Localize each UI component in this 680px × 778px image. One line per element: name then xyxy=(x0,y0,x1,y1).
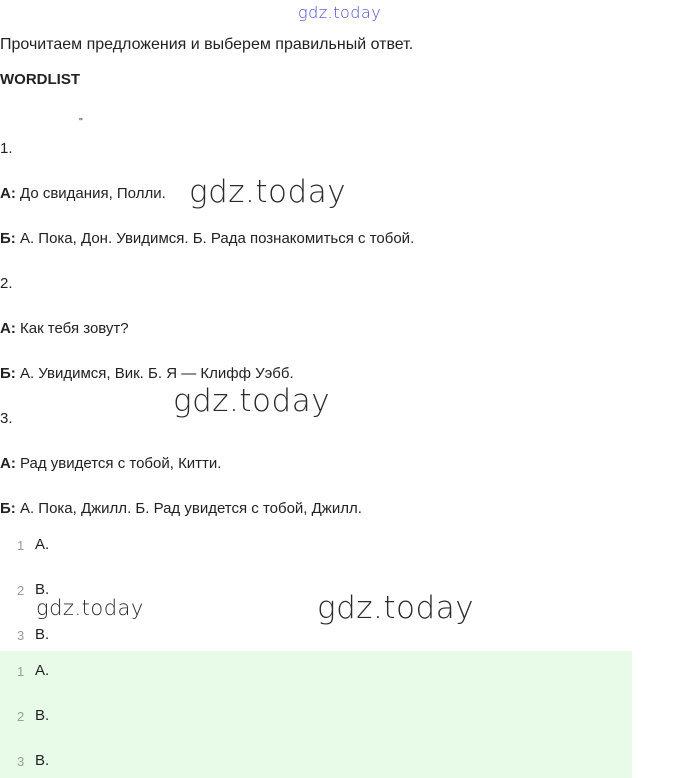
answer-index: 3 xyxy=(17,754,25,769)
watermark-top: gdz.today xyxy=(298,3,382,22)
question-number: 2. xyxy=(0,275,13,292)
answer-index: 3 xyxy=(17,628,25,643)
speaker-b-text: А. Пока, Джилл. Б. Рад увидется с тобой, Джилл. xyxy=(19,500,362,517)
speaker-b-line xyxy=(0,230,414,247)
speaker-b-label: Б: xyxy=(0,500,16,517)
answer-index: 1 xyxy=(17,538,25,553)
answer-value: B. xyxy=(35,707,50,724)
wordlist-heading: WORDLIST xyxy=(0,71,80,88)
question-number: 3. xyxy=(0,410,13,427)
speaker-b-text: А. Пока, Дон. Увидимся. Б. Рада познакомиться с тобой. xyxy=(19,230,415,247)
speaker-b-line xyxy=(0,500,362,517)
watermark: gdz.today xyxy=(173,383,331,419)
stray-mark: '' xyxy=(79,117,83,128)
answer-value: B. xyxy=(35,581,50,598)
speaker-a-text: Как тебя зовут? xyxy=(20,320,129,337)
speaker-a-text: До свидания, Полли. xyxy=(20,185,166,202)
speaker-b-label: Б: xyxy=(0,365,16,382)
watermark: gdz.today xyxy=(36,596,144,620)
speaker-a-label: А: xyxy=(0,320,16,337)
question-number: 1. xyxy=(0,140,13,157)
answer-index: 1 xyxy=(17,664,25,679)
speaker-a-label: А: xyxy=(0,185,16,202)
speaker-a-label: А: xyxy=(0,455,16,472)
speaker-a-line xyxy=(0,455,221,472)
answers-highlight-block xyxy=(0,651,632,778)
intro-text: Прочитаем предложения и выберем правильный ответ. xyxy=(0,36,414,53)
watermark: gdz.today xyxy=(317,590,475,626)
speaker-a-line xyxy=(0,320,129,337)
speaker-a-text: Рад увидется с тобой, Китти. xyxy=(20,455,222,472)
speaker-b-label: Б: xyxy=(0,230,16,247)
answer-value: A. xyxy=(35,662,50,679)
answer-index: 2 xyxy=(17,583,25,598)
speaker-b-text: А. Увидимся, Вик. Б. Я — Клифф Уэбб. xyxy=(19,365,294,382)
speaker-a-line xyxy=(0,185,166,202)
answer-value: B. xyxy=(35,752,50,769)
speaker-b-line xyxy=(0,365,294,382)
answer-value: A. xyxy=(35,536,50,553)
answer-index: 2 xyxy=(17,709,25,724)
watermark: gdz.today xyxy=(189,174,347,210)
answer-value: B. xyxy=(35,626,50,643)
